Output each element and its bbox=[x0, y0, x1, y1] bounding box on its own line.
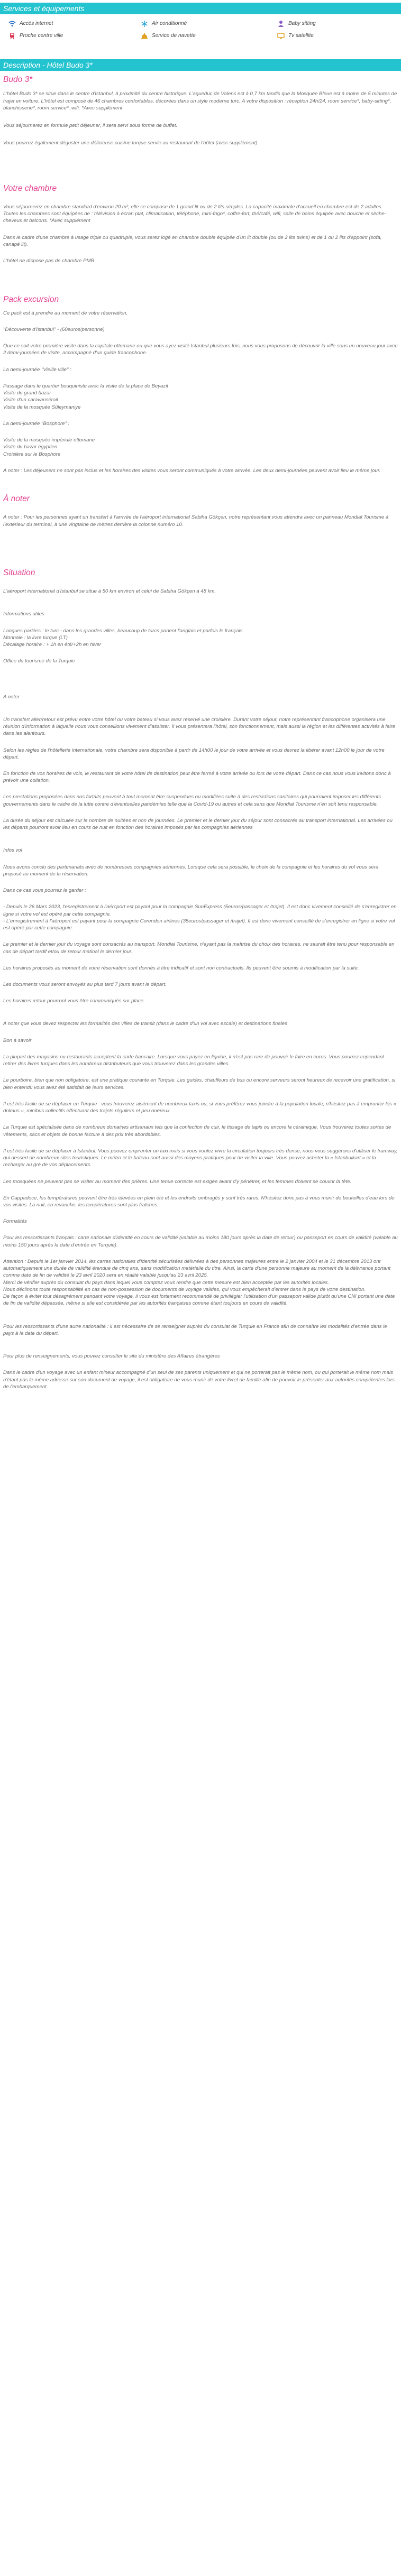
section-paragraph: Il est très facile de se déplacer en Turquie : vous trouverez aisément de nombreux taxis ou, si vous préférez vous joindre à la population locale, n'hésitez pas à emprunter les « dolmus », minibus collectifs effectuant des trajets réguliers et peu onéreux. bbox=[3, 1101, 396, 1114]
section-paragraph: A noter : Les déjeuners ne sont pas inclus et les horaires des visites vous seront communiqués à votre arrivée. Les deux demi-journées peuvent avoir lieu le même jour. bbox=[3, 467, 381, 474]
section-paragraph: Les mosquées ne peuvent pas se visiter au moment des prières. Une tenue correcte est exigée avant d'y pénétrer, et les femmes doivent se couvrir la tête. bbox=[3, 1178, 352, 1185]
section-paragraph: La durée du séjour est calculée sur le nombre de nuitées et non de journées. Le premier et le dernier jour du séjour sont consacrés au transport international. Les arrivées ou les départs pourront avoir lieu en cours de nuit en fonction des horaires imposés par les compagnies aériennes bbox=[3, 817, 393, 831]
service-label: Proche centre ville bbox=[20, 32, 63, 39]
section-paragraph: A noter : Pour les personnes ayant un transfert à l'arrivée de l'aéroport international Sabiha Gökçen, notre représentant vous attendra avec un panneau Mondial Tourisme à l'extérieur du terminal, à une vingtaine de mètres derrière la colonne numéro 10. bbox=[3, 514, 389, 528]
section-paragraph: Que ce soit votre première visite dans la capitale ottomane ou que vous ayez visité Istanbul plusieurs fois, nous vous proposons de découvrir la ville sous un nouveau jour avec 2 demi-journées de visite, accompagné d'un guide francophone. bbox=[3, 343, 398, 356]
section-paragraph: Ce pack est à prendre au moment de votre réservation. bbox=[3, 310, 128, 316]
section-paragraph: En fonction de vos horaires de vols, le restaurant de votre hôtel de destination peut être fermé à votre arrivée ou lors de votre départ. Dans ce cas nous vous invitons donc à prévoir une collation. bbox=[3, 771, 391, 784]
section-paragraph: Nous avons conclu des partenariats avec de nombreuses compagnies aériennes. Lorsque cela sera possible, le choix de la compagnie et les horaires du vol vous sera proposé au moment de la réservation. bbox=[3, 864, 379, 877]
service-item bbox=[132, 30, 269, 42]
service-label: Air conditionné bbox=[152, 20, 187, 26]
description-title-bar bbox=[0, 59, 401, 71]
section-paragraph: Infos vol bbox=[3, 847, 22, 854]
service-item bbox=[0, 30, 132, 42]
section-paragraph: Les horaires retour pourront vous être communiqués sur place. bbox=[3, 998, 145, 1004]
section-paragraph: Les prestations proposées dans nos fortaits peuvent à tout moment être suspendues ou modifiées suite à des restrictions sanitaires qui pourraient imposer les différents gouvernements dans le cadre de la lutte contre d'éventuelles pandémies telle que la Covid-19 ou autres et cela sans que Mondial Tourisme n'en soit tenu responsable. bbox=[3, 794, 381, 807]
description-content bbox=[0, 74, 401, 1390]
service-item bbox=[269, 30, 401, 42]
services-grid bbox=[0, 14, 401, 42]
section-paragraph: Pour les ressortissants français : carte nationale d'identité en cours de validité (valable au moins 180 jours après la date de retour) ou passeport en cours de validité (valable au moins 150 jours après la date d'entrée en Turquie). bbox=[3, 1235, 398, 1248]
section-paragraph: Formalités bbox=[3, 1218, 27, 1225]
section-paragraph: Office du tourisme de la Turquie bbox=[3, 658, 75, 664]
section-paragraph: A noter bbox=[3, 694, 20, 700]
section-paragraph: Vous séjournerez en chambre standard d'environ 20 m², elle se compose de 1 grand lit ou de 2 lits simples. La capacité maximale d'accueil en chambre est de 2 adultes. Toutes les chambres sont équipées de : télévision à écran plat, climatisation, téléphone, mini-frigo*, coffre-fort, thé/café, wifi, salle de bains équipée avec douche et sèche-cheveux et balcons. *Avec supplément bbox=[3, 204, 386, 224]
service-item bbox=[0, 17, 132, 30]
services-title-bar bbox=[0, 3, 401, 14]
section-paragraph: Les documents vous seront envoyés au plus tard 7 jours avant le départ. bbox=[3, 982, 167, 987]
service-item bbox=[132, 17, 269, 30]
section-paragraph: Le pourboire, bien que non obligatoire, est une pratique courante en Turquie. Les guides, chauffeurs de bus ou encore serveurs seront heureux de recevoir une gratification, si bien entendu vous avez été satisfait de leurs services. bbox=[3, 1077, 396, 1091]
section-paragraph: La Turquie est spécialisée dans de nombreux domaines artisanaux tels que la confection de cuir, le tissage de tapis ou encore la céramique. Vous trouverez toutes sortes de vêtements, sacs et objets de bonne facture à des prix très abordables. bbox=[3, 1124, 391, 1138]
section-paragraph: Visite de la mosquée impériale ottomane Visite du bazar égyptien Croisière sur le Bosphore bbox=[3, 437, 95, 457]
section-paragraph: En Cappadoce, les températures peuvent être très élevées en plein été et les endroits ombragés y sont très rares. N'hésitez donc pas à vous munir de bouteilles d'eau lors de vos visites. La nuit, en revanche, les températures sont plus fraîches. bbox=[3, 1195, 395, 1208]
wifi-icon bbox=[8, 20, 16, 27]
section-heading: Budo 3* bbox=[3, 75, 33, 84]
section-heading: Pack excursion bbox=[3, 295, 59, 304]
section-paragraph: - Depuis le 26 Mars 2023, l'enregistrement à l'aéroport est payant pour la compagnie SunExpress (5euros/passager et /trajet). Il est donc vivement conseillé de s'enregistrer en ligne si votre vol est opéré par cette compagnie. - L'enregistrement à l'aéroport est payant pour la compagnie Corendon airlines (35euros/passager et /trajet). Il est donc vivement conseillé de s'enregistrer en ligne si votre vol est opéré par cette compagnie. bbox=[3, 904, 397, 931]
service-item bbox=[269, 17, 401, 30]
section-paragraph: Pour les ressortissants d'une autre nationalité : il est nécessaire de se renseigner auprès du consulat de Turquie en France afin de connaître les modalités d'entrée dans le pays à la date du départ. bbox=[3, 1323, 387, 1336]
section-paragraph: Pour plus de renseignements, vous pouvez consulter le site du ministère des Affaires étrangères bbox=[3, 1353, 220, 1360]
train-icon bbox=[8, 32, 16, 40]
snowflake-icon bbox=[141, 20, 148, 27]
section-paragraph: Vous pourrez également déguster une délicieuse cuisine turque servie au restaurant de l'hôtel (avec supplément). bbox=[3, 140, 259, 146]
section-heading: Votre chambre bbox=[3, 183, 57, 193]
section-paragraph: Informations utiles bbox=[3, 611, 44, 617]
section-paragraph: Dans ce cas vous pourrez le garder : bbox=[3, 888, 86, 894]
section-paragraph: Il est très facile de se déplacer à Istanbul. Vous pouvez emprunter un taxi mais si vous voulez vivre la circulation toujours très dense, nous vous suggérons d'utiliser le tramway, qui dessert de nombreux sites touristiques. Le métro et le bateau sont aussi des moyens pratiques pour de visiter la ville. Vous pouvez acheter la « Istanbulkart » et la recharger au gré de vos déplacements. bbox=[3, 1148, 398, 1168]
section-heading: À noter bbox=[3, 494, 30, 503]
section-paragraph: "Découverte d'Istanbul" - (60euros/personne) bbox=[3, 326, 105, 333]
section-paragraph: Bon à savoir bbox=[3, 1037, 32, 1044]
section-paragraph: Dans le cadre d'un voyage avec un enfant mineur accompagné d'un seul de ses parents uniquement et qui ne porterait pas le même nom, ou qui porterait le même nom mais n'étant pas le même adresse sur son document de voyage, il est obligatoire de vous munir de votre livret de famille afin de pouvoir le présenter aux autorités compétentes lors de l'embarquement. bbox=[3, 1370, 395, 1390]
section-paragraph: L'hôtel ne dispose pas de chambre PMR. bbox=[3, 258, 96, 264]
section-paragraph: A noter que vous devez respecter les formalités des villes de transit (dans le cadre d'un vol avec escale) et destinations finales bbox=[3, 1021, 287, 1027]
service-label: Baby sitting bbox=[288, 20, 316, 26]
section-paragraph: Attention : Depuis le 1er janvier 2014, les cartes nationales d'identité sécurisées délivrées à des personnes majeures entre le 2 janvier 2004 et le 31 décembre 2013 ont automatiquement une durée de validité étendue de cinq ans, sans modification matérielle du titre. Ainsi, la carte d'une personne majeure au moment de la délivrance portant comme date de fin de validité le 23 avril 2020 sera en réalité valable jusqu'au 23 avril 2025. Merci de vérifier auprès du consulat du pays dans lequel vous comptez vous rendre que cette mesure est bien acceptée par les autorités locales. Nous déclinons toute responsabilité en cas de non-possession de documents de voyage valides, qui vous empêcherait d'entrer dans le pays de votre destination. De façon à éviter tout désagrément pendant votre voyage, il vous est fortement recommandé de privilégier l'utilisation d'un passeport valide plutôt qu'une CNI portant une date de fin de validité dépassée, même si elle est considérée par les autorités françaises comme étant toujours en cours de validité. bbox=[3, 1258, 395, 1307]
description-title: Description - Hôtel Budo 3* bbox=[3, 61, 93, 69]
section-paragraph: Le premier et le dernier jour du voyage sont consacrés au transport. Mondial Tourisme, n'ayant pas la maîtrise du choix des horaires, ne saurait être tenu pour responsable en cas de départ tardif et/ou de retour matinal le dernier jour. bbox=[3, 941, 395, 955]
section-paragraph: Dans le cadre d'une chambre à usage triple ou quadruple, vous serez logé en chambre double équipée d'un lit double (ou de 2 lits twins) et de 1 ou 2 lits d'appoint (sofa, canapé lit). bbox=[3, 234, 382, 247]
section-paragraph: Vous séjournerez en formule petit déjeuner, il sera servi sous forme de buffet. bbox=[3, 123, 178, 129]
baby-icon bbox=[277, 20, 285, 27]
service-label: Service de navette bbox=[152, 32, 196, 39]
bell-icon bbox=[141, 32, 148, 40]
section-paragraph: La demi-journée "Vieille ville" : bbox=[3, 366, 71, 373]
section-paragraph: L'aéroport international d'Istanbul se situe à 50 km environ et celui de Sabiha Gökçen à 48 km. bbox=[3, 588, 216, 595]
section-paragraph: Selon les règles de l'hôtellerie internationale, votre chambre sera disponible à partir de 14h00 le jour de votre arrivée et vous devrez la libérer avant 12h00 le jour de votre départ. bbox=[3, 747, 385, 760]
section-heading: Situation bbox=[3, 568, 35, 577]
section-paragraph: Un transfert aller/retour est prévu entre votre hôtel ou votre bateau si vous avez réservé une croisière. Durant votre séjour, notre représentant francophone organisera une réunion d'information à laquelle nous vous conseillons vivement d'assister. Il vous présentera l'hôtel, son fonctionnement, mais aussi la région et les différentes activités à faire dans les alentours. bbox=[3, 716, 396, 737]
section-paragraph: Passage dans le quartier bouquiniste avec la visite de la place de Beyazit Visite du grand bazar Visite d'un caravansérail Visite de la mosquée Süleymaniye bbox=[3, 383, 168, 410]
tv-icon bbox=[277, 32, 285, 40]
service-label: Accès internet bbox=[20, 20, 53, 26]
section-paragraph: L'hôtel Budo 3* se situe dans le centre d'Istanbul, à proximité du centre historique. L'aqueduc de Valens est à 0,7 km tandis que la Mosquée Bleue est à moins de 5 minutes de trajet en voiture. L'hôtel est composé de 46 chambres confortables, décorées dans un style moderne turc. A votre disposition : réception 24h/24, room service*, baby-sitting*, blanchisserie*, room service*, wifi. *Avec supplément bbox=[3, 91, 397, 111]
section-paragraph: La demi-journée "Bosphore" : bbox=[3, 420, 70, 427]
section-paragraph: La plupart des magasins ou restaurants acceptent la carte bancaire. Lorsque vous payez en liquide, il n'est pas rare de pouvoir le faire en euros. Vous pourrez cependant retirer des livres turques dans les nombreux distributeurs que vous trouverez dans les grandes villes. bbox=[3, 1054, 384, 1067]
services-title: Services et équipements bbox=[3, 4, 85, 13]
section-paragraph: Les horaires proposés au moment de votre réservation sont donnés à titre indicatif et sont non contractuels. Ils peuvent être soumis à modification par la suite. bbox=[3, 965, 359, 971]
service-label: Tv satellite bbox=[288, 32, 314, 39]
section-paragraph: Langues parlées : le turc - dans les grandes villes, beaucoup de turcs parlent l'anglais et parfois le français Monnaie : la livre turque (LT) Décalage horaire : + 1h en été/+2h en hiver bbox=[3, 627, 243, 648]
